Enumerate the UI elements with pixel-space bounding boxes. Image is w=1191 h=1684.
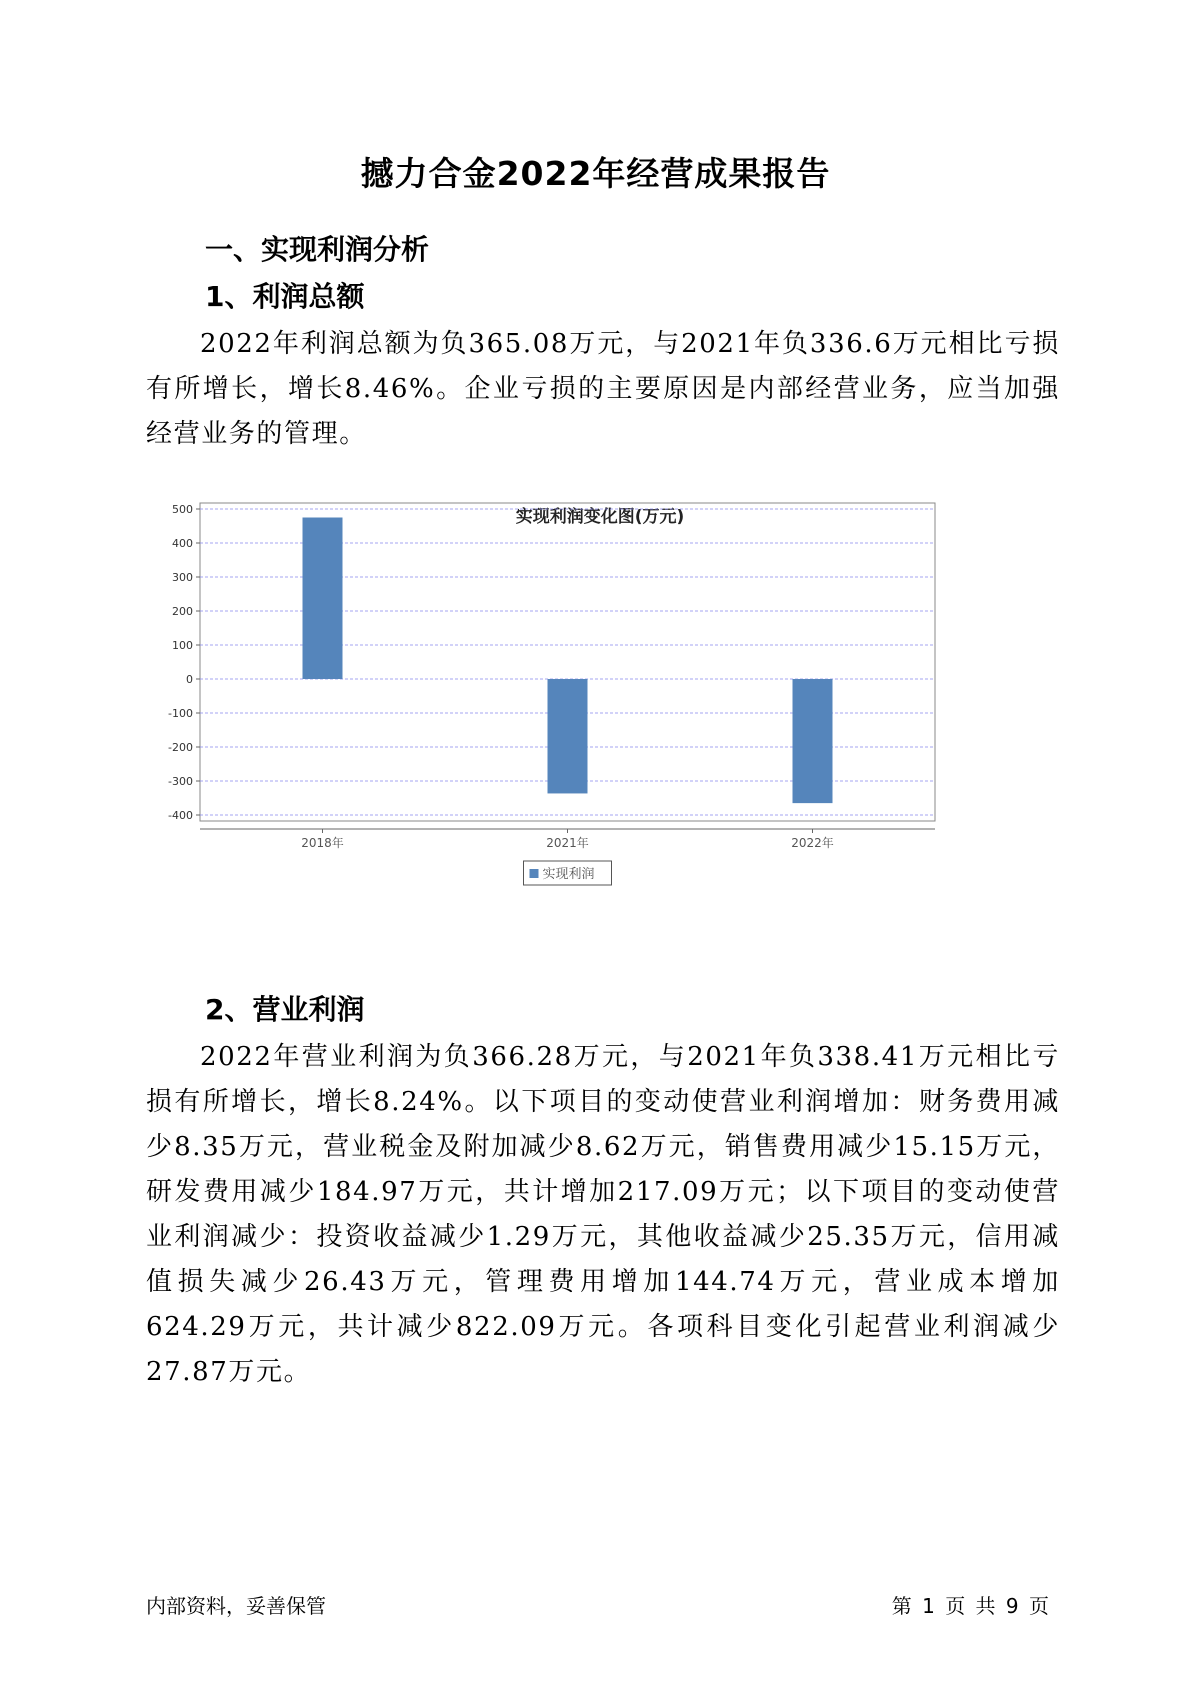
y-tick-label: 500 <box>172 503 193 516</box>
bar-2021年 <box>548 679 588 793</box>
x-tick-label: 2021年 <box>546 836 589 850</box>
bar-2018年 <box>303 518 343 680</box>
y-tick-label: -100 <box>168 707 193 720</box>
chart-legend <box>524 861 612 885</box>
chart-svg <box>150 495 1030 955</box>
page-title: 撼力合金2022年经营成果报告 <box>360 154 831 193</box>
chart-title: 实现利润变化图(万元) <box>515 507 685 527</box>
chart-x-ticks <box>301 829 834 850</box>
chart-y-ticks <box>168 503 200 822</box>
footer-page-number: 第 1 页 共 9 页 <box>891 1594 1049 1618</box>
y-tick-label: 400 <box>172 537 193 550</box>
legend-swatch <box>530 869 539 878</box>
profit-change-chart <box>150 495 1030 955</box>
legend-label: 实现利润 <box>542 867 595 882</box>
y-tick-label: -300 <box>168 775 193 788</box>
y-tick-label: 100 <box>172 639 193 652</box>
x-tick-label: 2018年 <box>301 836 344 850</box>
subsection-heading-operating-profit: 2、营业利润 <box>205 993 365 1026</box>
operating-profit-paragraph: 2022年营业利润为负366.28万元，与2021年负338.41万元相比亏损有所增长，增长8.24%。以下项目的变动使营业利润增加：财务费用减少8.35万元，营业税金及附加减少8.62万元，销售费用减少15.15万元，研发费用减少184.97万元，共计增加217.09万元；以下项目的变动使营业利润减少：投资收益减少1.29万元，其他收益减少25.35万元，信用减值损失减少26.43万元，管理费用增加144.74万元，营业成本增加624.29万元，共计减少822.09万元。各项科目变化引起营业利润减少27.87万元。 <box>146 1042 1060 1387</box>
y-tick-label: -400 <box>168 809 193 822</box>
section-heading-profit-analysis: 一、实现利润分析 <box>205 233 430 266</box>
total-profit-paragraph: 2022年利润总额为负365.08万元，与2021年负336.6万元相比亏损有所增长，增长8.46%。企业亏损的主要原因是内部经营业务，应当加强经营业务的管理。 <box>146 329 1060 449</box>
bar-2022年 <box>793 679 833 803</box>
x-tick-label: 2022年 <box>791 836 834 850</box>
y-tick-label: -200 <box>168 741 193 754</box>
y-tick-label: 300 <box>172 571 193 584</box>
footer-confidential-note: 内部资料，妥善保管 <box>146 1594 326 1618</box>
y-tick-label: 0 <box>186 673 193 686</box>
chart-bars <box>303 518 833 804</box>
subsection-heading-total-profit: 1、利润总额 <box>205 280 365 313</box>
y-tick-label: 200 <box>172 605 193 618</box>
